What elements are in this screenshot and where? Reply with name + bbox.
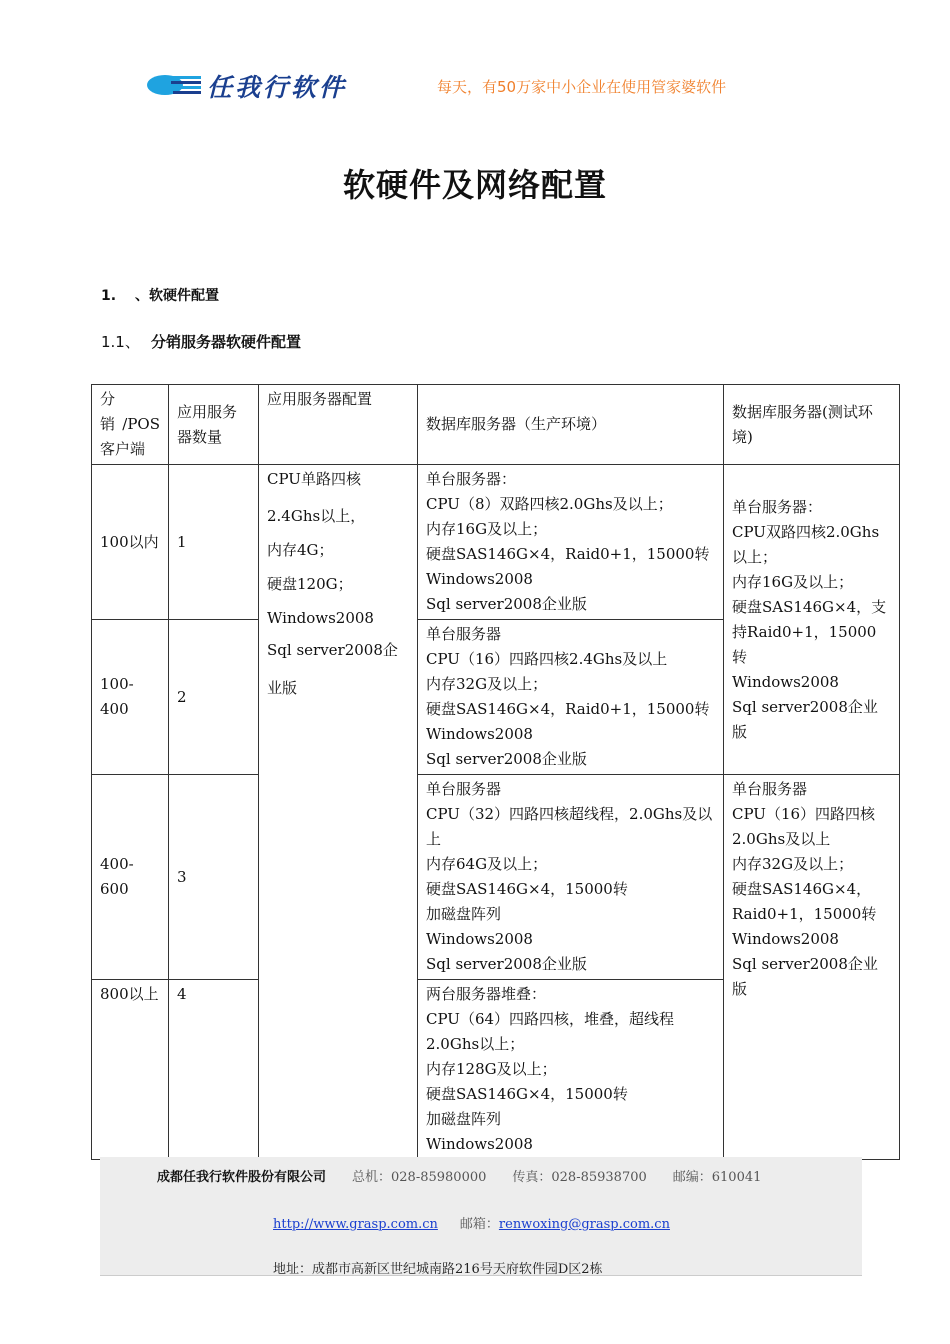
count-cell: 2: [169, 620, 259, 775]
count-cell: 3: [169, 775, 259, 980]
footer-phone: 总机：028-85980000: [352, 1170, 487, 1185]
website-link[interactable]: http://www.grasp.com.cn: [273, 1217, 438, 1232]
clients-cell: 100以内: [92, 465, 169, 620]
app-config-line: Windows2008: [267, 609, 374, 627]
email-label: 邮箱：: [459, 1217, 499, 1232]
footer-company: 成都任我行软件股份有限公司: [157, 1170, 327, 1185]
clients-cell: 400-600: [92, 775, 169, 980]
section-heading-1-1: [101, 331, 301, 352]
footer-address: 地址：成都市高新区世纪城南路216号天府软件园D区2栋: [273, 1262, 603, 1277]
table-header-row: [92, 385, 900, 465]
page-title: 软硬件及网络配置: [342, 166, 607, 204]
table-row: [92, 465, 900, 620]
page-footer: [100, 1157, 862, 1276]
db-test-cell: 单台服务器： CPU双路四核2.0Ghs以上； 内存16G及以上； 硬盘SAS146G×4，支持Raid0+1，15000转 Windows2008 Sql server2008企业版: [724, 465, 900, 775]
header-slogan: 每天，有50万家中小企业在使用管家婆软件: [437, 78, 727, 96]
clients-cell: 100-400: [92, 620, 169, 775]
db-prod-cell: 单台服务器 CPU（16）四路四核2.4Ghs及以上 内存32G及以上； 硬盘SAS146G×4，Raid0+1，15000转 Windows2008 Sql server2008企业版: [418, 620, 724, 775]
footer-contact-line: [157, 1166, 761, 1185]
app-config-line: 硬盘120G；: [267, 575, 353, 593]
header-db-prod: 数据库服务器（生产环境）: [418, 385, 724, 465]
section-label: 、软硬件配置: [135, 288, 219, 304]
logo-text: 任我行软件: [207, 73, 348, 102]
db-test-cell: 单台服务器 CPU（16）四路四核2.0Ghs及以上 内存32G及以上； 硬盘SAS146G×4，Raid0+1，15000转 Windows2008 Sql server2008企业版: [724, 775, 900, 1160]
footer-fax: 传真：028-85938700: [512, 1170, 647, 1185]
header-logo: [145, 68, 785, 104]
footer-links-line: [273, 1213, 670, 1232]
header-db-test: 数据库服务器(测试环境): [724, 385, 900, 465]
section-label: 分销服务器软硬件配置: [151, 333, 302, 351]
table-row: [92, 775, 900, 980]
section-heading-1: [101, 285, 219, 305]
header-app-config: 应用服务器配置: [259, 385, 418, 465]
app-config-line: 内存4G；: [267, 541, 334, 559]
app-config-line: CPU单路四核: [267, 470, 361, 488]
footer-postcode: 邮编：610041: [672, 1170, 762, 1185]
section-number: 1.1、: [101, 333, 140, 351]
clients-cell: 800以上: [92, 980, 169, 1160]
logo-swoosh-icon: [145, 72, 205, 98]
header-clients: 分销/POS客户端: [92, 385, 169, 465]
email-link[interactable]: renwoxing@grasp.com.cn: [498, 1217, 670, 1232]
db-prod-cell: 单台服务器： CPU（8）双路四核2.0Ghs及以上； 内存16G及以上； 硬盘SAS146G×4，Raid0+1，15000转 Windows2008 Sql server2008企业版: [418, 465, 724, 620]
db-prod-cell: 单台服务器 CPU（32）四路四核超线程，2.0Ghs及以上 内存64G及以上； 硬盘SAS146G×4，15000转 加磁盘阵列 Windows2008 Sql server2008企业版: [418, 775, 724, 980]
count-cell: 4: [169, 980, 259, 1160]
server-config-table: [91, 384, 900, 1160]
section-number: 1.: [101, 288, 117, 304]
app-config-cell: [259, 465, 418, 1160]
app-config-line: 2.4Ghs以上，: [267, 507, 366, 525]
count-cell: 1: [169, 465, 259, 620]
app-config-line: Sql server2008企业版: [267, 641, 398, 697]
db-prod-cell: 两台服务器堆叠： CPU（64）四路四核，堆叠，超线程2.0Ghs以上； 内存128G及以上； 硬盘SAS146G×4，15000转 加磁盘阵列 Windows2008: [418, 980, 724, 1160]
header-app-count: 应用服务器数量: [169, 385, 259, 465]
